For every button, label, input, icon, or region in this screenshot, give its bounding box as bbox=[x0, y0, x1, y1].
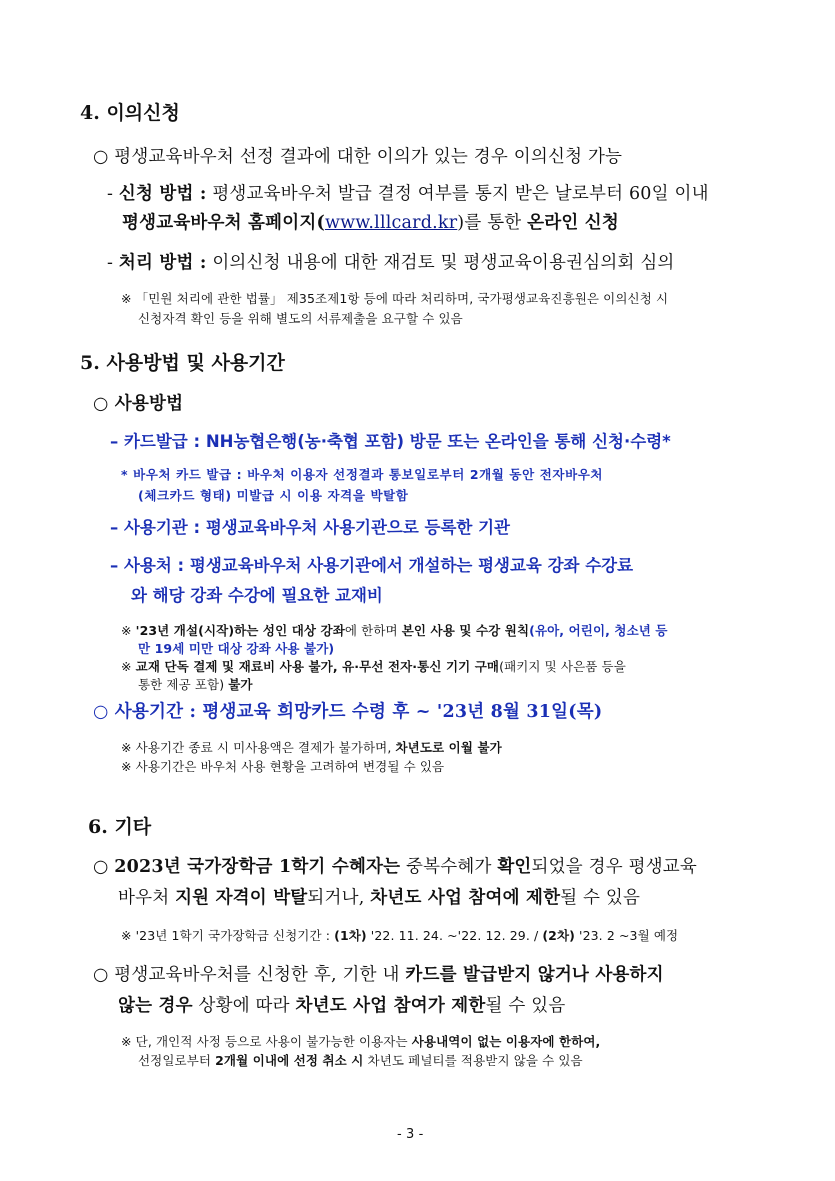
cancel-within-2-months: 2개월 이내에 선정 취소 시 bbox=[215, 1053, 364, 1068]
s4-note-line-2: 신청자격 확인 등을 위해 별도의 서류제출을 요구할 수 있음 bbox=[138, 311, 463, 326]
note-text: 에 한하며 bbox=[344, 623, 402, 638]
process-text: 이의신청 내용에 대한 재검토 및 평생교육이용권심의회 심의 bbox=[206, 253, 675, 273]
s5-note-2-line-1 bbox=[121, 657, 626, 675]
s5-note-2-line-2 bbox=[138, 675, 253, 693]
apply2-text: )를 통한 bbox=[457, 213, 528, 233]
b2-may: 될 수 있음 bbox=[485, 996, 566, 1016]
note-minor: (유아, 어린이, 청소년 등 bbox=[529, 623, 668, 638]
note-text: ※ 단, 개인적 사정 등으로 사용이 불가능한 이용자는 bbox=[121, 1034, 412, 1049]
note-not-allowed: 불가 bbox=[228, 677, 253, 692]
duplicate-text: 중복수혜가 bbox=[400, 857, 498, 877]
s5-usage-2: 와 해당 강좌 수강에 필요한 교재비 bbox=[131, 586, 383, 605]
s5-method: ○ 사용방법 bbox=[93, 394, 184, 414]
s6-bullet-2-line-2 bbox=[118, 992, 565, 1017]
period-note-text: ※ 사용기간 종료 시 미사용액은 결제가 불가하며, bbox=[121, 740, 396, 755]
s4-note-line-1: ※ 「민원 처리에 관한 법률」 제35조제1항 등에 따라 처리하며, 국가평생교육진흥원은 이의신청 시 bbox=[121, 291, 669, 306]
b1-voucher: 바우처 bbox=[118, 888, 176, 908]
note-package: (패키지 및 사은품 등을 bbox=[499, 659, 626, 674]
note-textbook: 교재 단독 결제 및 재료비 사용 불가, 유·무선 전자·통신 기기 구매 bbox=[135, 659, 500, 674]
apply-label: 신청 방법 : bbox=[118, 184, 207, 204]
b2-situation: 상황에 따라 bbox=[192, 996, 296, 1016]
scholarship-recipient: 2023년 국가장학금 1학기 수혜자는 bbox=[114, 857, 401, 877]
s5-usage-1: – 사용처 : 평생교육바우처 사용기관에서 개설하는 평생교육 강좌 수강료 bbox=[110, 556, 634, 575]
section-5-title: 5. 사용방법 및 사용기간 bbox=[80, 352, 285, 374]
s5-period-note-2: ※ 사용기간은 바우처 사용 현황을 고려하여 변경될 수 있음 bbox=[121, 759, 445, 774]
s6-bullet-1-line-2 bbox=[118, 884, 640, 909]
s4-bullet: ○ 평생교육바우처 선정 결과에 대한 이의가 있는 경우 이의신청 가능 bbox=[93, 147, 623, 167]
s5-card-note-2: (체크카드 형태) 미발급 시 이용 자격을 박탈함 bbox=[138, 488, 409, 503]
s5-period-note-1 bbox=[121, 738, 502, 756]
second-round: (2차) bbox=[542, 928, 575, 943]
homepage-link[interactable]: www.lllcard.kr bbox=[324, 213, 458, 233]
b2-text: 평생교육바우처를 신청한 후, 기한 내 bbox=[114, 965, 406, 985]
s5-note-1-line-1 bbox=[121, 621, 668, 639]
first-round: (1차) bbox=[334, 928, 367, 943]
s5-period: ○ 사용기간 : 평생교육 희망카드 수령 후 ~ '23년 8월 31일(목) bbox=[93, 702, 603, 722]
second-round-dates: '23. 2 ~3월 예정 bbox=[574, 928, 679, 943]
s6-bullet-2-note-2 bbox=[138, 1051, 583, 1069]
no-penalty: 차년도 페널티를 적용받지 않을 수 있음 bbox=[363, 1053, 583, 1068]
homepage-label: 평생교육바우처 홈페이지( bbox=[122, 213, 325, 233]
period-no-carryover: 차년도로 이월 불가 bbox=[395, 740, 502, 755]
online-apply: 온라인 신청 bbox=[527, 213, 619, 233]
s6-bullet-1-note bbox=[121, 926, 678, 944]
b1-or: 되거나, bbox=[307, 888, 371, 908]
s5-note-1-line-2: 만 19세 미만 대상 강좌 사용 불가) bbox=[138, 641, 335, 656]
note-mark: ※ bbox=[121, 623, 136, 638]
s4-process-line bbox=[107, 249, 675, 274]
section-6-title: 6. 기타 bbox=[88, 816, 152, 838]
next-year-restriction: 차년도 사업 참여에 제한 bbox=[370, 888, 561, 908]
note-text: ※ '23년 1학기 국가장학금 신청기간 : bbox=[121, 928, 335, 943]
s6-bullet-2-line-1 bbox=[93, 961, 664, 986]
apply-text: 평생교육바우처 발급 결정 여부를 통지 받은 날로부터 60일 이내 bbox=[206, 184, 709, 204]
note-provide: 통한 제공 포함) bbox=[138, 677, 229, 692]
s6-bullet-1-line-1 bbox=[93, 853, 697, 878]
s4-apply-line bbox=[107, 180, 709, 205]
no-usage: 사용내역이 없는 이용자에 한하여, bbox=[411, 1034, 601, 1049]
dash: - bbox=[107, 184, 119, 204]
no-card-issue: 카드를 발급받지 않거나 사용하지 bbox=[405, 965, 664, 985]
note-self-use: 본인 사용 및 수강 원칙 bbox=[401, 623, 530, 638]
next-year-limit: 차년도 사업 참여가 제한 bbox=[295, 996, 486, 1016]
s5-institution: – 사용기관 : 평생교육바우처 사용기관으로 등록한 기관 bbox=[110, 518, 510, 537]
eligibility-revoked: 지원 자격이 박탈 bbox=[175, 888, 308, 908]
not-used: 않는 경우 bbox=[118, 996, 193, 1016]
note-mark: ※ bbox=[121, 659, 136, 674]
note-text: 선정일로부터 bbox=[138, 1053, 216, 1068]
dash: - bbox=[107, 253, 119, 273]
page-number: - 3 - bbox=[397, 1127, 424, 1142]
section-4-title: 4. 이의신청 bbox=[80, 102, 180, 124]
bullet-mark: ○ bbox=[93, 965, 115, 985]
s6-bullet-2-note-1 bbox=[121, 1032, 600, 1050]
b1-text: 되었을 경우 평생교육 bbox=[531, 857, 698, 877]
first-round-dates: '22. 11. 24. ~'22. 12. 29. / bbox=[366, 928, 543, 943]
b1-may: 될 수 있음 bbox=[560, 888, 641, 908]
process-label: 처리 방법 : bbox=[118, 253, 207, 273]
confirmed: 확인 bbox=[497, 857, 532, 877]
note-adult-course: '23년 개설(시작)하는 성인 대상 강좌 bbox=[135, 623, 345, 638]
s5-card-issue: – 카드발급 : NH농협은행(농·축협 포함) 방문 또는 온라인을 통해 신청·수령* bbox=[110, 432, 671, 451]
s4-apply-line-2 bbox=[122, 209, 619, 234]
s5-card-note-1: * 바우처 카드 발급 : 바우처 이용자 선정결과 통보일로부터 2개월 동안 전자바우처 bbox=[121, 467, 604, 482]
bullet-mark: ○ bbox=[93, 857, 115, 877]
